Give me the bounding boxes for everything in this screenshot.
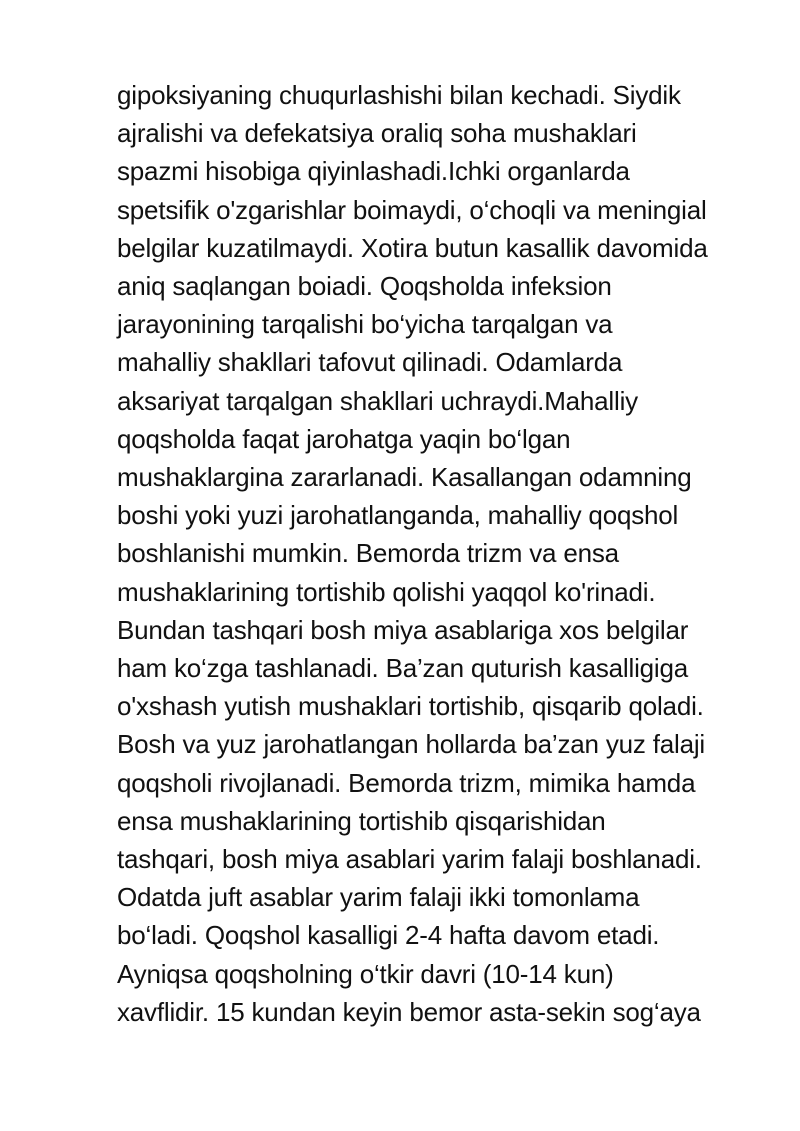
text-line: Odatda juft asablar yarim falaji ikki tomonlama: [117, 882, 640, 913]
text-line: qoqsholi rivojlanadi. Bemorda trizm, mimika hamda: [117, 767, 696, 798]
text-line: ham ko‘zga tashlanadi. Ba’zan quturish kasalligiga: [117, 653, 689, 684]
text-line: mahalliy shakllari tafovut qilinadi. Odamlarda: [117, 347, 623, 378]
text-line: mushaklargina zararlanadi. Kasallangan odamning: [117, 462, 692, 493]
text-line: aniq saqlangan boiadi. Qoqsholda infeksion: [117, 271, 612, 302]
text-line: qoqsholda faqat jarohatga yaqin bo‘lgan: [117, 423, 571, 454]
text-line: Bundan tashqari bosh miya asablariga xos belgilar: [117, 614, 689, 645]
text-line: ajralishi va defekatsiya oraliq soha mushaklari: [117, 118, 637, 149]
text-line: jarayonining tarqalishi bo‘yicha tarqalgan va: [117, 309, 613, 340]
body-text: [117, 76, 767, 1031]
text-line: mushaklarining tortishib qolishi yaqqol ko'rinadi.: [117, 576, 656, 607]
text-line: belgilar kuzatilmaydi. Xotira butun kasallik davomida: [117, 232, 708, 263]
text-line: tashqari, bosh miya asablari yarim falaji boshlanadi.: [117, 844, 702, 875]
text-line: ensa mushaklarining tortishib qisqarishidan: [117, 805, 606, 836]
text-line: xavflidir. 15 kundan keyin bemor asta-sekin sog‘aya: [117, 996, 701, 1027]
text-line: gipoksiyaning chuqurlashishi bilan kechadi. Siydik: [117, 80, 681, 110]
text-line: aksariyat tarqalgan shakllari uchraydi.Mahalliy: [117, 385, 638, 416]
text-line: spetsifik o'zgarishlar boimaydi, o‘choqli va meningial: [117, 194, 707, 225]
text-line: bo‘ladi. Qoqshol kasalligi 2-4 hafta davom etadi.: [117, 920, 660, 951]
text-line: boshi yoki yuzi jarohatlanganda, mahalliy qoqshol: [117, 500, 679, 531]
text-line: Bosh va yuz jarohatlangan hollarda ba’zan yuz falaji: [117, 729, 705, 760]
text-line: o'xshash yutish mushaklari tortishib, qisqarib qoladi.: [117, 691, 704, 722]
text-line: boshlanishi mumkin. Bemorda trizm va ensa: [117, 538, 619, 569]
text-line: Ayniqsa qoqsholning o‘tkir davri (10-14 kun): [117, 958, 614, 989]
text-line: spazmi hisobiga qiyinlashadi.Ichki organlarda: [117, 156, 630, 187]
